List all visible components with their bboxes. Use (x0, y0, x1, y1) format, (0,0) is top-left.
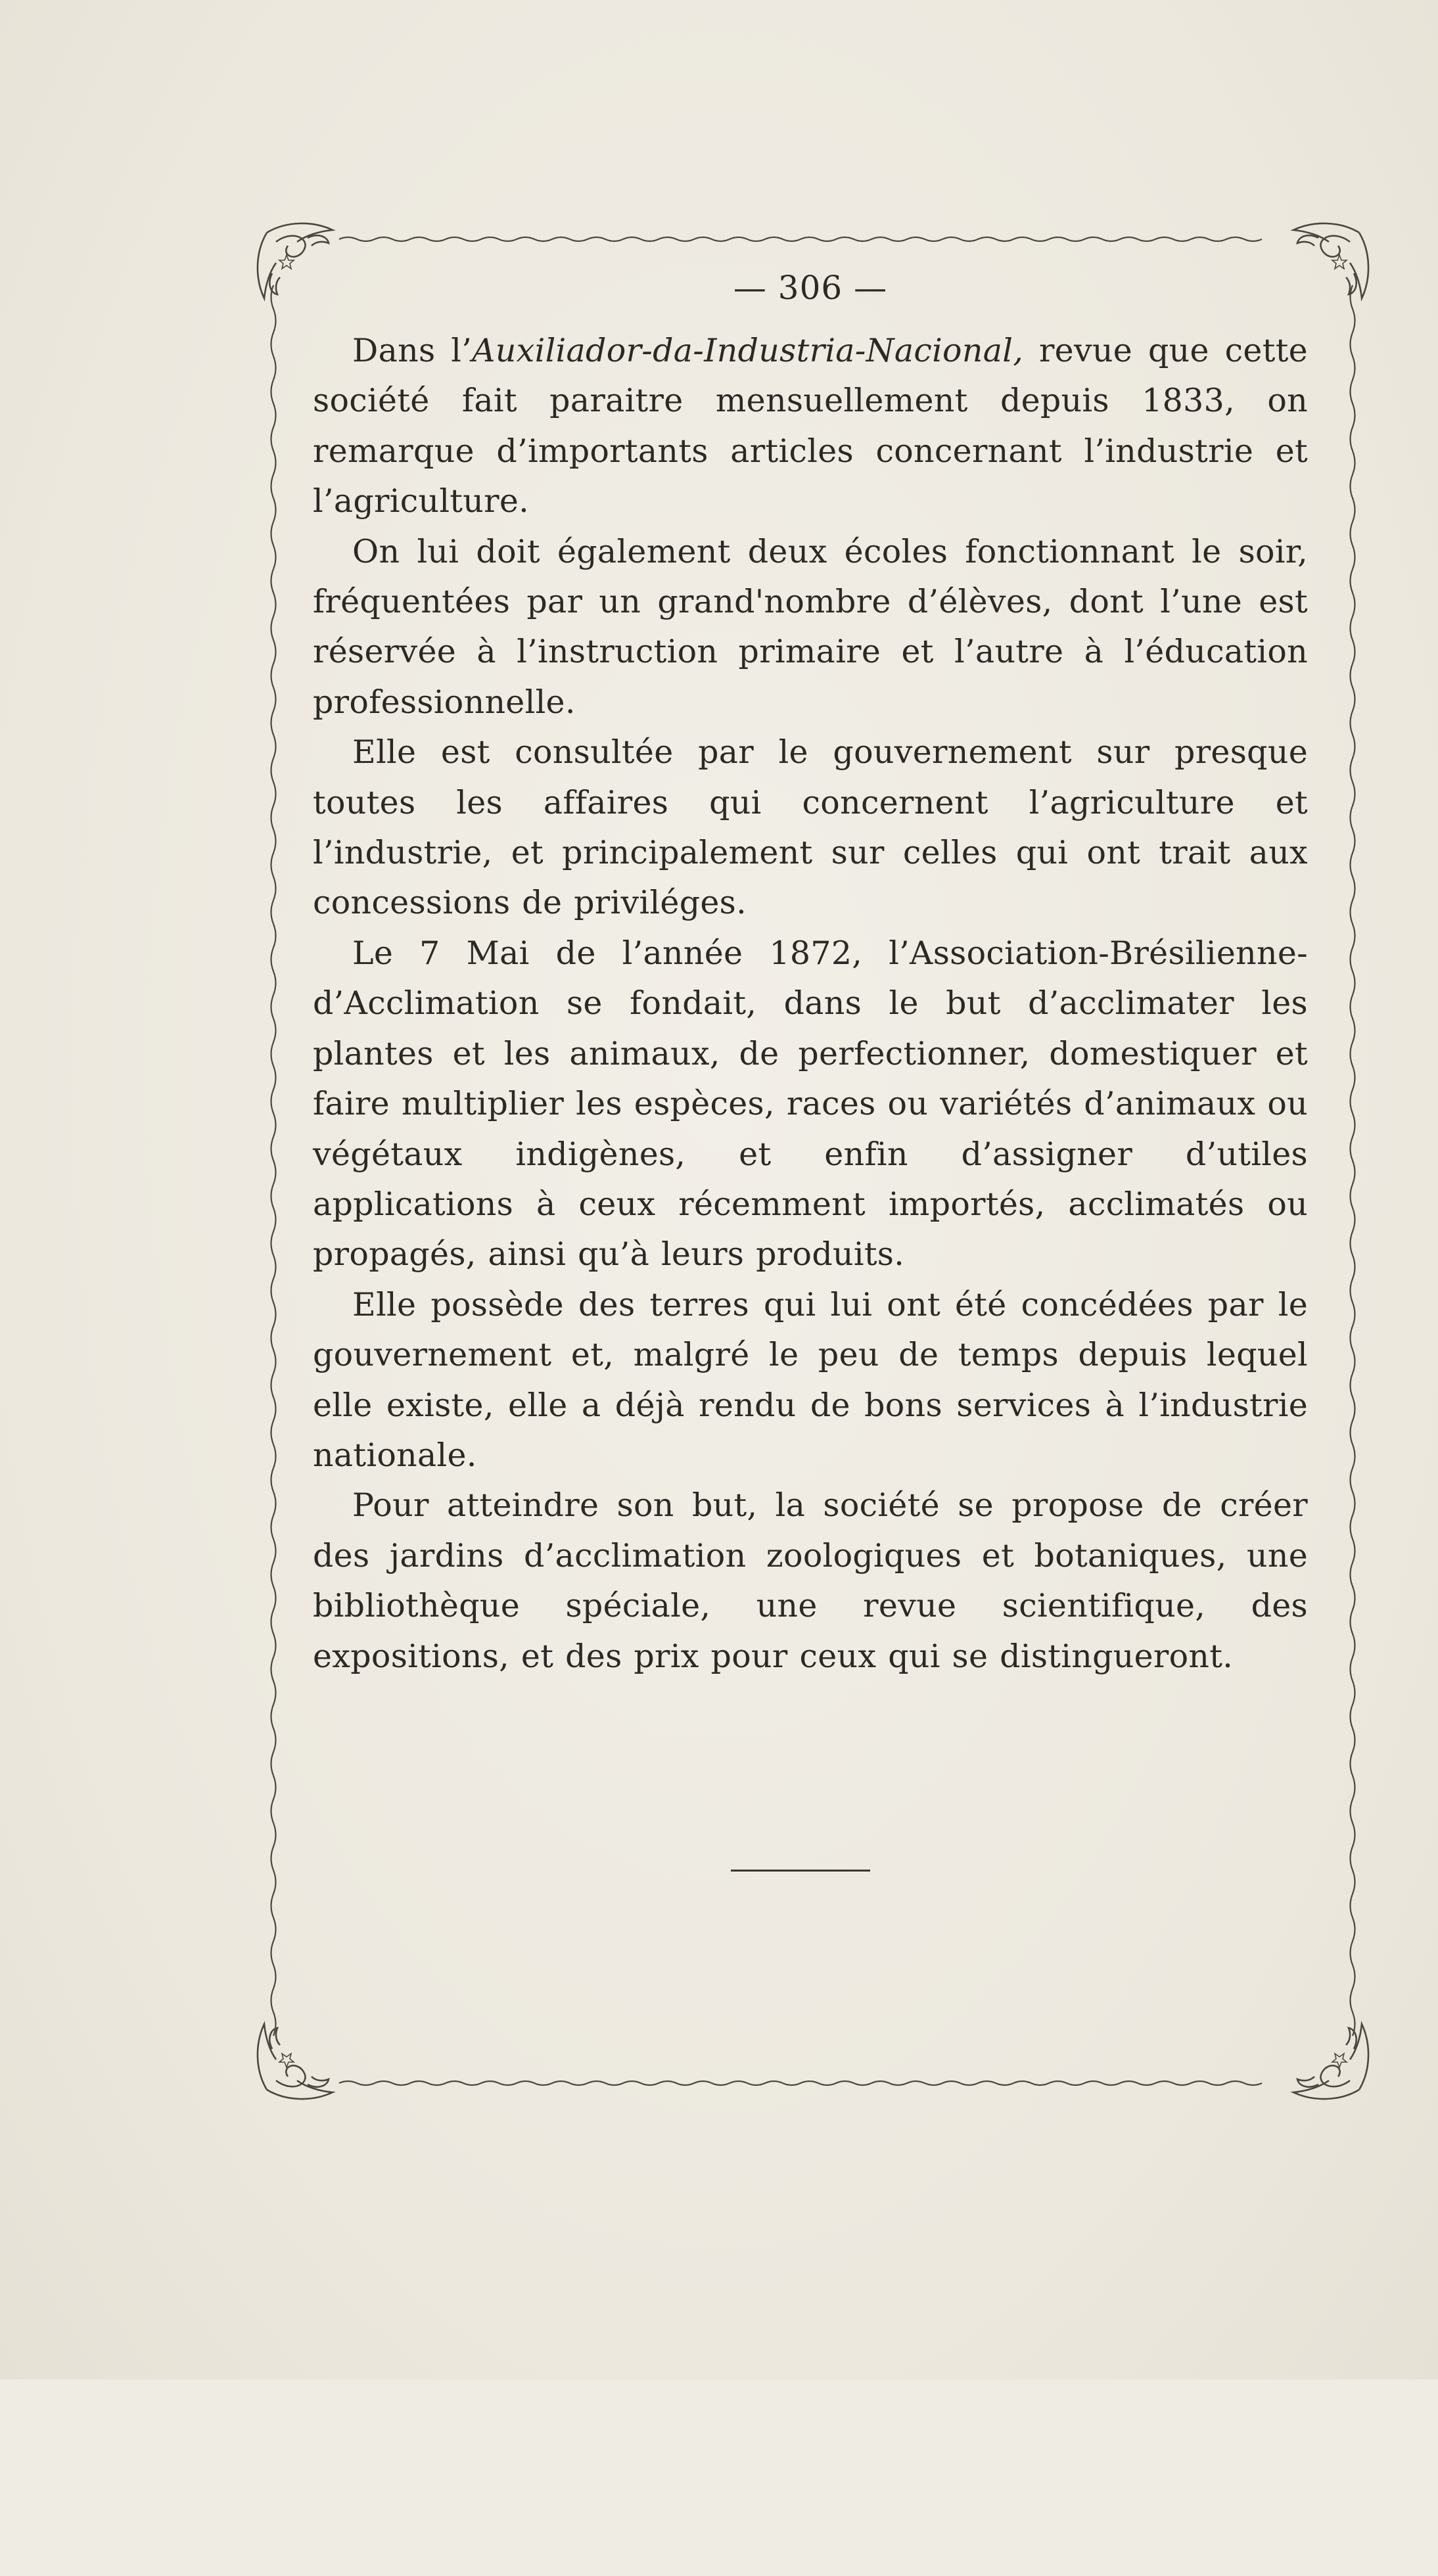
paragraph-2: On lui doit également deux écoles fonctionnant le soir, fréquentées par un grand'nombre d’élèves, dont l’une est réservée à l’instruction primaire et l’autre à l’éducation professionnelle. (313, 532, 1308, 721)
paragraph-1-lead: Dans l’ (352, 332, 473, 369)
paragraph-1 (313, 326, 1308, 527)
border-left-wave (271, 285, 276, 2036)
border-bottom-wave (339, 2081, 1262, 2085)
paragraph-1-text: revue que cette société fait paraitre mensuellement depuis 1833, on remarque d’importants articles concernant l’industrie et l’agriculture. (313, 332, 1308, 520)
paragraph-4: Le 7 Mai de l’année 1872, l’Association-Brésilienne-d’Acclimation se fondait, dans le but d’acclimater les plantes et les animaux, de perfectionner, domestiquer et faire multiplier les espèces, races ou variétés d’animaux ou végétaux indigènes, et enfin d’assigner d’utiles applications à ceux récemment importés, acclimatés ou propagés, ainsi qu’à leurs produits. (313, 934, 1308, 1274)
border-right-wave (1351, 285, 1355, 2036)
page-content (313, 262, 1308, 1682)
border-top-wave (339, 237, 1262, 241)
corner-ornament-bottom-right (1293, 2024, 1368, 2099)
closing-rule (731, 1870, 870, 1872)
journal-title: Auxiliador-da-Industria-Nacional, (472, 332, 1024, 369)
paragraph-5: Elle possède des terres qui lui ont été concédées par le gouvernement et, malgré le peu de temps depuis lequel elle existe, elle a déjà rendu de bons services à l’industrie nationale. (313, 1285, 1308, 1474)
page-number: — 306 — (733, 269, 888, 307)
paragraph-6: Pour atteindre son but, la société se propose de créer des jardins d’acclimation zoologiques et botaniques, une bibliothèque spéciale, une revue scientifique, des expositions, et des prix pour ceux qui se distingueront. (313, 1486, 1308, 1675)
paragraph-3: Elle est consultée par le gouvernement sur presque toutes les affaires qui concernent l’agriculture et l’industrie, et principalement sur celles qui ont trait aux concessions de priviléges. (313, 733, 1308, 922)
corner-ornament-bottom-left (258, 2024, 333, 2099)
